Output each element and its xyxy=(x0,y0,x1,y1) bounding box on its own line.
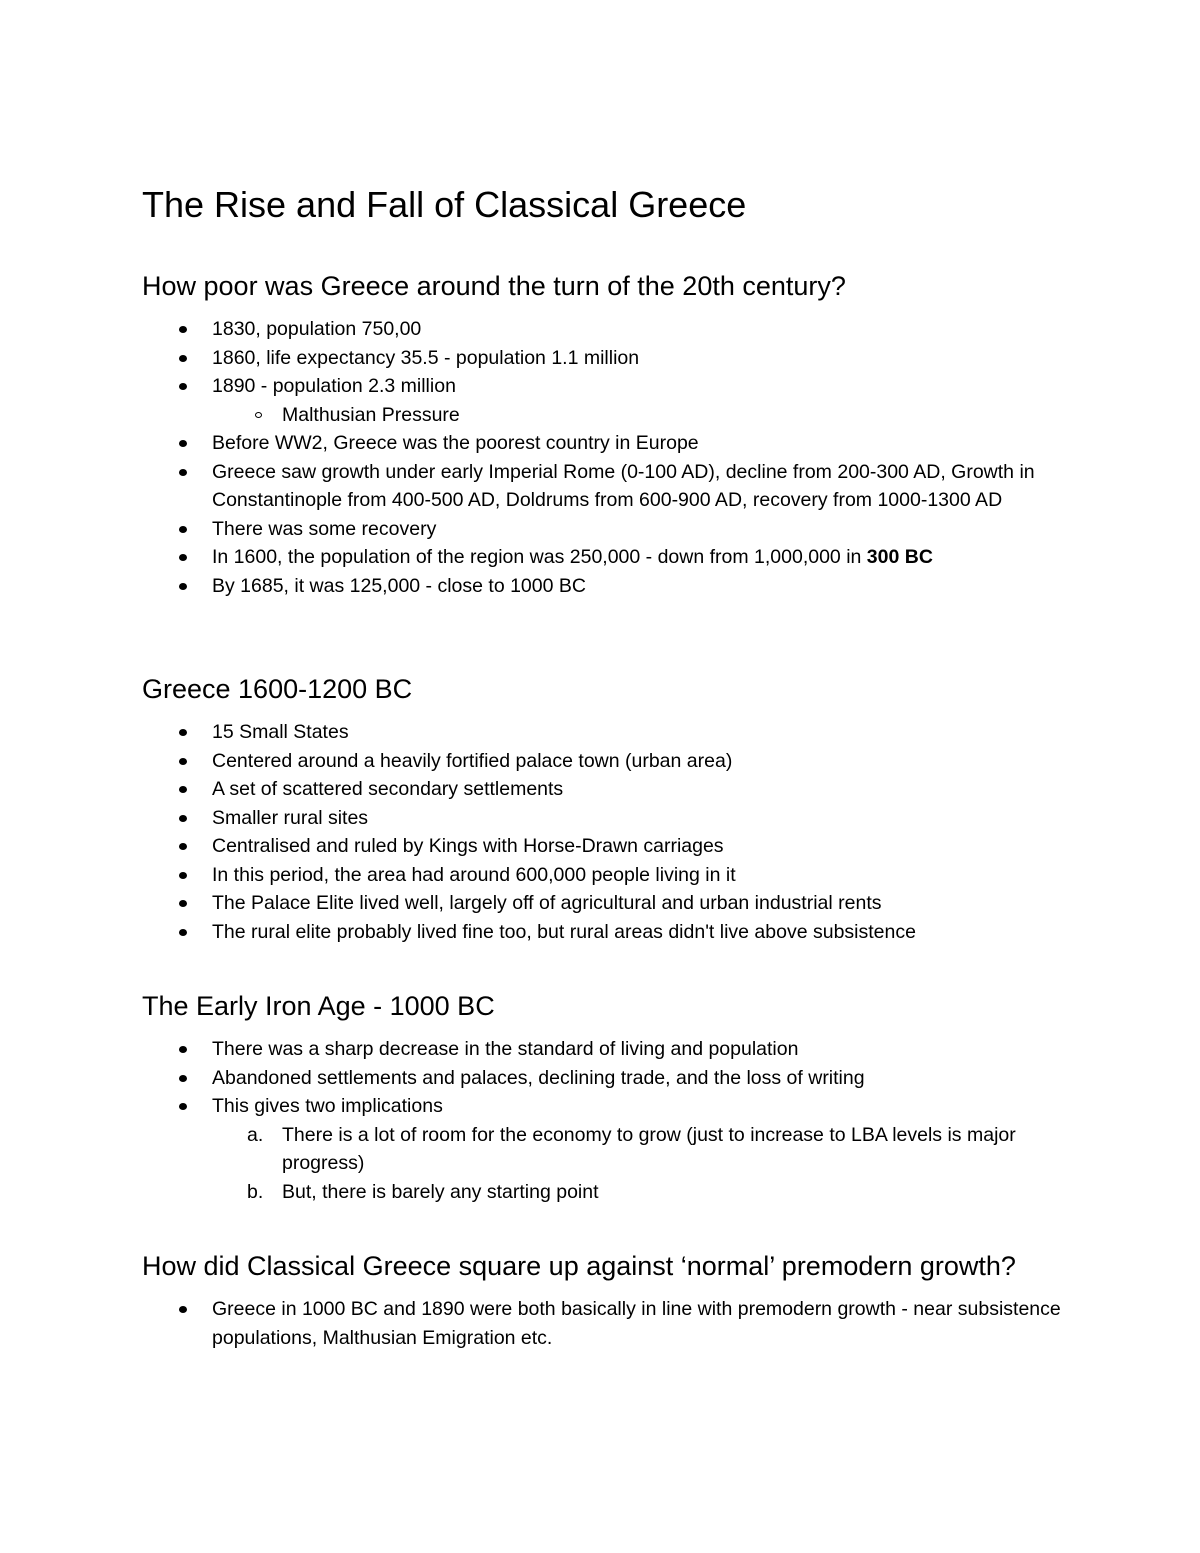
list-item xyxy=(142,747,1062,776)
lettered-list-item xyxy=(212,1121,1062,1178)
bullet-icon xyxy=(179,872,187,879)
list-item xyxy=(142,1035,1062,1064)
list-item xyxy=(142,429,1062,458)
bullet-icon xyxy=(179,326,187,333)
list-item xyxy=(142,543,1062,572)
section-heading: How did Classical Greece square up against ‘normal’ premodern growth? xyxy=(142,1251,1016,1281)
bullet-icon xyxy=(179,355,187,362)
list-item-text: This gives two implications xyxy=(212,1095,443,1117)
list-item-text: 1860, life expectancy 35.5 - population 1.1 million xyxy=(212,346,640,369)
sub-list-item-text: Malthusian Pressure xyxy=(282,403,460,426)
bullet-icon xyxy=(179,815,187,822)
bullet-list xyxy=(142,1035,1062,1206)
lettered-list-item-text: But, there is barely any starting point xyxy=(282,1180,599,1203)
list-item xyxy=(142,344,1062,373)
bullet-icon xyxy=(179,526,187,533)
list-item xyxy=(142,458,1062,515)
list-item xyxy=(142,832,1062,861)
list-item xyxy=(142,889,1062,918)
list-item xyxy=(142,515,1062,544)
bullet-icon xyxy=(179,758,187,765)
lettered-list-item-text: There is a lot of room for the economy to grow (just to increase to LBA levels is major progress) xyxy=(282,1123,1016,1174)
sub-bullet-list xyxy=(212,401,1062,430)
list-item-text: Abandoned settlements and palaces, declining trade, and the loss of writing xyxy=(212,1066,865,1089)
bullet-icon xyxy=(179,786,187,793)
section-classical-greece-growth xyxy=(142,1246,1062,1352)
bullet-icon xyxy=(179,1075,187,1082)
list-item xyxy=(142,1092,1062,1206)
list-item xyxy=(142,861,1062,890)
list-item-text: There was a sharp decrease in the standard of living and population xyxy=(212,1038,799,1060)
list-item-text: Smaller rural sites xyxy=(212,806,369,829)
bullet-icon xyxy=(179,440,187,447)
lettered-list xyxy=(212,1121,1062,1207)
bullet-icon xyxy=(179,900,187,907)
bullet-icon xyxy=(179,554,187,561)
list-item-text: The Palace Elite lived well, largely off of agricultural and urban industrial rents xyxy=(212,892,882,914)
list-item-text: There was some recovery xyxy=(212,517,437,540)
sub-list-item xyxy=(212,401,1062,430)
bullet-icon xyxy=(179,1046,187,1053)
bullet-icon xyxy=(179,929,187,936)
bullet-list xyxy=(142,315,1062,600)
list-item xyxy=(142,804,1062,833)
list-item-text: In this period, the area had around 600,000 people living in it xyxy=(212,863,736,886)
list-item-text: Centered around a heavily fortified palace town (urban area) xyxy=(212,749,733,772)
list-item xyxy=(142,372,1062,429)
list-item xyxy=(142,918,1062,947)
bullet-list xyxy=(142,1295,1062,1352)
section-heading: How poor was Greece around the turn of the 20th century? xyxy=(142,271,846,301)
list-item-text: A set of scattered secondary settlements xyxy=(212,778,564,800)
section-early-iron-age xyxy=(142,986,1062,1206)
bold-text: 300 BC xyxy=(866,546,933,568)
list-item-text: The rural elite probably lived fine too, but rural areas didn't live above subsistence xyxy=(212,920,916,943)
list-item xyxy=(142,1064,1062,1093)
bullet-icon xyxy=(179,383,187,390)
list-item-text: 1830, population 750,00 xyxy=(212,318,422,340)
bullet-icon xyxy=(179,469,187,476)
bullet-icon xyxy=(179,583,187,590)
section-heading: The Early Iron Age - 1000 BC xyxy=(142,991,495,1021)
document-title: The Rise and Fall of Classical Greece xyxy=(142,184,747,225)
list-item-text: Before WW2, Greece was the poorest country in Europe xyxy=(212,432,699,454)
section-greece-1600-1200bc xyxy=(142,669,1062,946)
list-item xyxy=(142,1295,1062,1352)
list-item-text: Greece in 1000 BC and 1890 were both basically in line with premodern growth - near subsistence populations, Malthusian Emigration etc. xyxy=(212,1298,1061,1349)
list-item xyxy=(142,718,1062,747)
list-item xyxy=(142,775,1062,804)
list-item-text: In 1600, the population of the region was 250,000 - down from 1,000,000 in xyxy=(212,546,867,568)
list-item-text: 1890 - population 2.3 million xyxy=(212,375,456,397)
lettered-list-item xyxy=(212,1178,1062,1207)
bullet-icon xyxy=(179,1306,187,1313)
list-item-text: Greece saw growth under early Imperial Rome (0-100 AD), decline from 200-300 AD, Growth in Constantinople from 400-500 AD, Doldrums from 600-900 AD, recovery from 1000-1300 AD xyxy=(212,460,1035,511)
bullet-icon xyxy=(179,729,187,736)
bullet-icon xyxy=(179,1103,187,1110)
list-marker: b. xyxy=(247,1180,264,1203)
bullet-icon xyxy=(179,843,187,850)
list-item xyxy=(142,572,1062,601)
list-marker: a. xyxy=(247,1123,264,1146)
list-item-text: 15 Small States xyxy=(212,721,349,743)
section-greece-poverty xyxy=(142,266,1062,600)
section-heading: Greece 1600-1200 BC xyxy=(142,674,413,704)
list-item-text: Centralised and ruled by Kings with Horse-Drawn carriages xyxy=(212,835,724,857)
bullet-list xyxy=(142,718,1062,946)
list-item xyxy=(142,315,1062,344)
list-item-text: By 1685, it was 125,000 - close to 1000 BC xyxy=(212,574,586,597)
hollow-bullet-icon xyxy=(255,412,262,418)
